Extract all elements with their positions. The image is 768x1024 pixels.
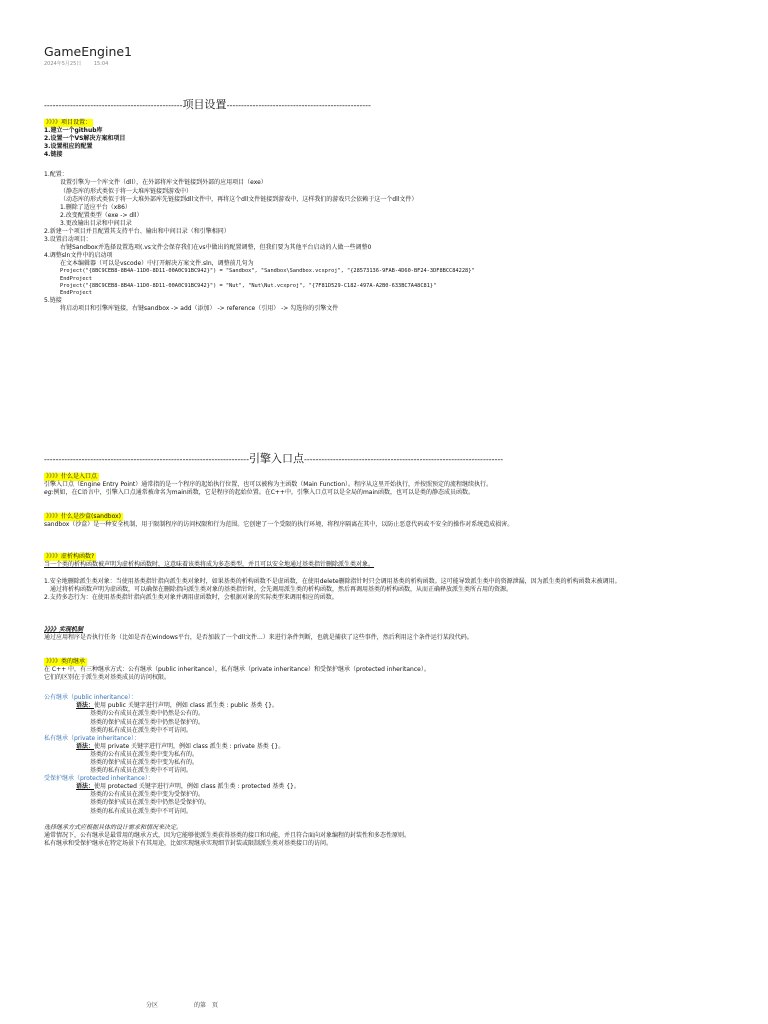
config-line: （动态库的形式类似于将一大堆外部库先链接到dll文件中，再将这个dll文件链接到游戏中，这样我们的游戏只会依赖于这一个dll文件） [60,195,418,203]
paragraph: 引擎入口点（Engine Entry Point）通常指的是一个程序的起始执行位置，也可以被称为主函数（Main Function）。程序从这里开始执行，并按照预定的流程继续执行。 [44,480,492,488]
rule-line: 基类的保护成员在派生类中仍然是保护的。 [90,718,205,726]
paragraph: 它们的区别在于派生类对基类成员的访问权限。 [44,674,171,682]
section-divider [44,98,744,113]
paragraph-text: 例如，在C语言中，引擎入口点通常被命名为main函数，它是程序的起始位置。在C++中，引擎入口点可以是全局的main函数，也可以是类的静态成员函数。 [53,489,474,497]
highlight-heading: 》》》》虚析构函数? [46,553,95,561]
highlight-heading: 》》》》什么是沙盒(sandbox) [46,513,121,521]
conclusion: 选择继承方式应根据具体的设计需求和情况来决定。 [44,823,183,831]
syntax-label: 语法： [76,702,95,710]
paragraph: 1.安全地删除派生类对象：当使用基类指针指向派生类对象时，如果基类的析构函数不是虚函数，在使用delete删除指针时只会调用基类的析构函数。这可能导致派生类中的资源泄漏，因为派生类的析构函数未被调用。 [44,577,621,585]
section-heading: 项目设置 [182,98,227,111]
section-project-setup [44,98,744,313]
italic-heading: 》》》》实现机制 [44,625,84,633]
rule-line: 基类的公有成员在派生类中变为私有的。 [90,750,199,758]
paragraph: 通过将析构函数声明为虚函数，可以确保在删除指向派生类对象的基类指针时，会先调用派生类的析构函数，然后再调用基类的析构函数，从而正确释放派生类所占用的资源。 [50,585,513,593]
rule-line: 基类的私有成员在派生类中不可访问。 [90,726,193,734]
section-heading: 引擎入口点 [248,452,304,465]
syntax-text: 使用 protected 关键字进行声明，例如 class 派生类 : protected 基类 {}。 [94,783,300,791]
paragraph: sandbox（沙盒）是一种安全机制，用于限制程序的访问权限和行为范围。它创建了一个受限的执行环境，将程序隔离在其中，以防止恶意代码或不安全的操作对系统造成损害。 [44,521,514,529]
page-meta [44,61,108,68]
footer-page: 的第 页 [194,1002,219,1009]
list-item: 4.调整sln文件中的启动项 [44,252,113,260]
list-subitem: 在文本编辑器（可以是vscode）中打开解决方案文件.sln，调整前几句为 [60,260,254,268]
syntax-label: 语法： [76,742,95,750]
inheritance-heading: 受保护继承（protected inheritance）： [44,775,154,783]
config-line: 设置引擎为一个库文件（dll），在外部将库文件链接到外部的应用项目（exe） [60,179,267,187]
step-item: 2.设置一个VS解决方案和项目 [44,135,126,143]
step-item: 3.设置相应的配置 [44,143,93,151]
highlight-heading: 》》》》什么是入口点 [46,472,98,480]
syntax-line [44,743,744,751]
config-heading: 1.配置： [44,171,68,179]
divider-dashes: ------------------------------------------------ [44,101,183,110]
code-line: Project("{8BC9CEB8-8B4A-11D0-8D11-00A0C91BC942}") = "Nut", "Nut\Nut.vcxproj", "{7F81D529-C182-497A-A2B0-633BC7A48C81}" [60,282,437,289]
rule-line: 基类的私有成员在派生类中不可访问。 [90,767,193,775]
page-time: 15:04 [93,61,109,67]
rule-line: 基类的保护成员在派生类中仍然是受保护的。 [90,799,211,807]
syntax-text: 使用 private 关键字进行声明，例如 class 派生类 : private 基类 {}。 [94,742,285,750]
list-subitem: 将启动项目和引擎库链接，右键sandbox -> add（添加） -> reference（引用） -> 勾选你的引擎文件 [60,305,339,313]
paragraph [44,489,744,497]
highlight-heading: 》》》》项目设置： [46,118,92,126]
highlight-heading: 》》》》类的继承 [46,657,86,665]
section-divider [44,452,744,467]
divider-dashes: ----------------------------------------------------------------------- [44,455,249,464]
list-item: 3.设置启动项目： [44,236,92,244]
page-title: GameEngine1 [44,44,133,59]
config-line: 2.改变配置类型（exe -> dll） [60,211,143,219]
paragraph: 2.支持多态行为：在使用基类指针指向派生类对象并调用虚函数时，会根据对象的实际类型来调用相应的函数。 [44,593,338,601]
list-item: 5.链接 [44,297,62,304]
inheritance-heading: 私有继承（private inheritance）： [44,734,141,742]
inheritance-heading: 公有继承（public inheritance）： [44,694,137,702]
section-entry-point [44,452,744,848]
config-line: （静态库的形式类似于将一大堆库链接到游戏中） [60,187,193,195]
rule-line: 基类的私有成员在派生类中不可访问。 [90,807,193,815]
step-item: 4.链接 [44,151,63,159]
config-line: 1.删除了适应平台（x86） [60,203,131,211]
rule-line: 基类的公有成员在派生类中仍然是公有的。 [90,710,205,718]
conclusion: 通常情况下，公有继承是最常用的继承方式，因为它能够使派生类获得基类的接口和功能，并且符合面向对象编程的封装性和多态性原则。 [44,831,411,839]
paragraph: 在 C++ 中，有三种继承方式：公有继承（public inheritance），私有继承（private inheritance）和受保护继承（protected inheritance）。 [44,666,430,674]
paragraph: 当一个类的析构函数被声明为虚析构函数时，这意味着该类将成为多态类型，并且可以安全地通过基类指针删除派生类对象。 [44,561,375,569]
page-date: 2024年5月25日 [44,61,82,67]
rule-line: 基类的保护成员在派生类中变为私有的。 [90,759,199,766]
paragraph: 通过应用程序是否执行任务（比如是否在windows平台，是否加载了一个dll文件...）来进行条件判断，也就是捕获了这些事件，然后利用这个条件运行某段代码。 [44,633,473,641]
eg-label: eg: [44,489,54,497]
rule-line: 基类的公有成员在派生类中变为受保护的。 [90,791,205,799]
code-line: Project("{8BC9CEB8-8B4A-11D0-8D11-00A0C91BC942}") = "Sandbox", "Sandbox\Sandbox.vcxproj", "{28573136-9FAB-4D60-BF24-3DF8BCC84228}" [60,268,475,275]
divider-dashes: --------------------------------------------------------------------- [303,455,504,464]
code-line: EndProject [60,275,92,282]
step-item: 1.建立一个github库 [44,126,103,134]
list-subitem: 右键Sandbox并选择设置选项(.vs文件会保存我们在vs中做出的配置调整，但我们要为其他平台启动的人做一些调整0 [60,244,372,252]
footer-section: 分区 [146,1002,159,1009]
syntax-text: 使用 public 关键字进行声明，例如 class 派生类 : public 基类 {}。 [94,702,278,710]
code-line: EndProject [60,289,92,296]
config-line: 3.更改输出目录和中间目录 [60,219,132,227]
conclusion: 私有继承和受保护继承在特定场景下有其用途，比如实现继承实现细节封装或限制派生类对基类接口的访问。 [44,839,333,847]
divider-dashes: -------------------------------------------------- [226,101,371,110]
list-item: 2.新建一个项目并且配置其支持平台、输出和中间目录（和引擎相同） [44,227,230,235]
syntax-label: 语法： [76,783,95,791]
